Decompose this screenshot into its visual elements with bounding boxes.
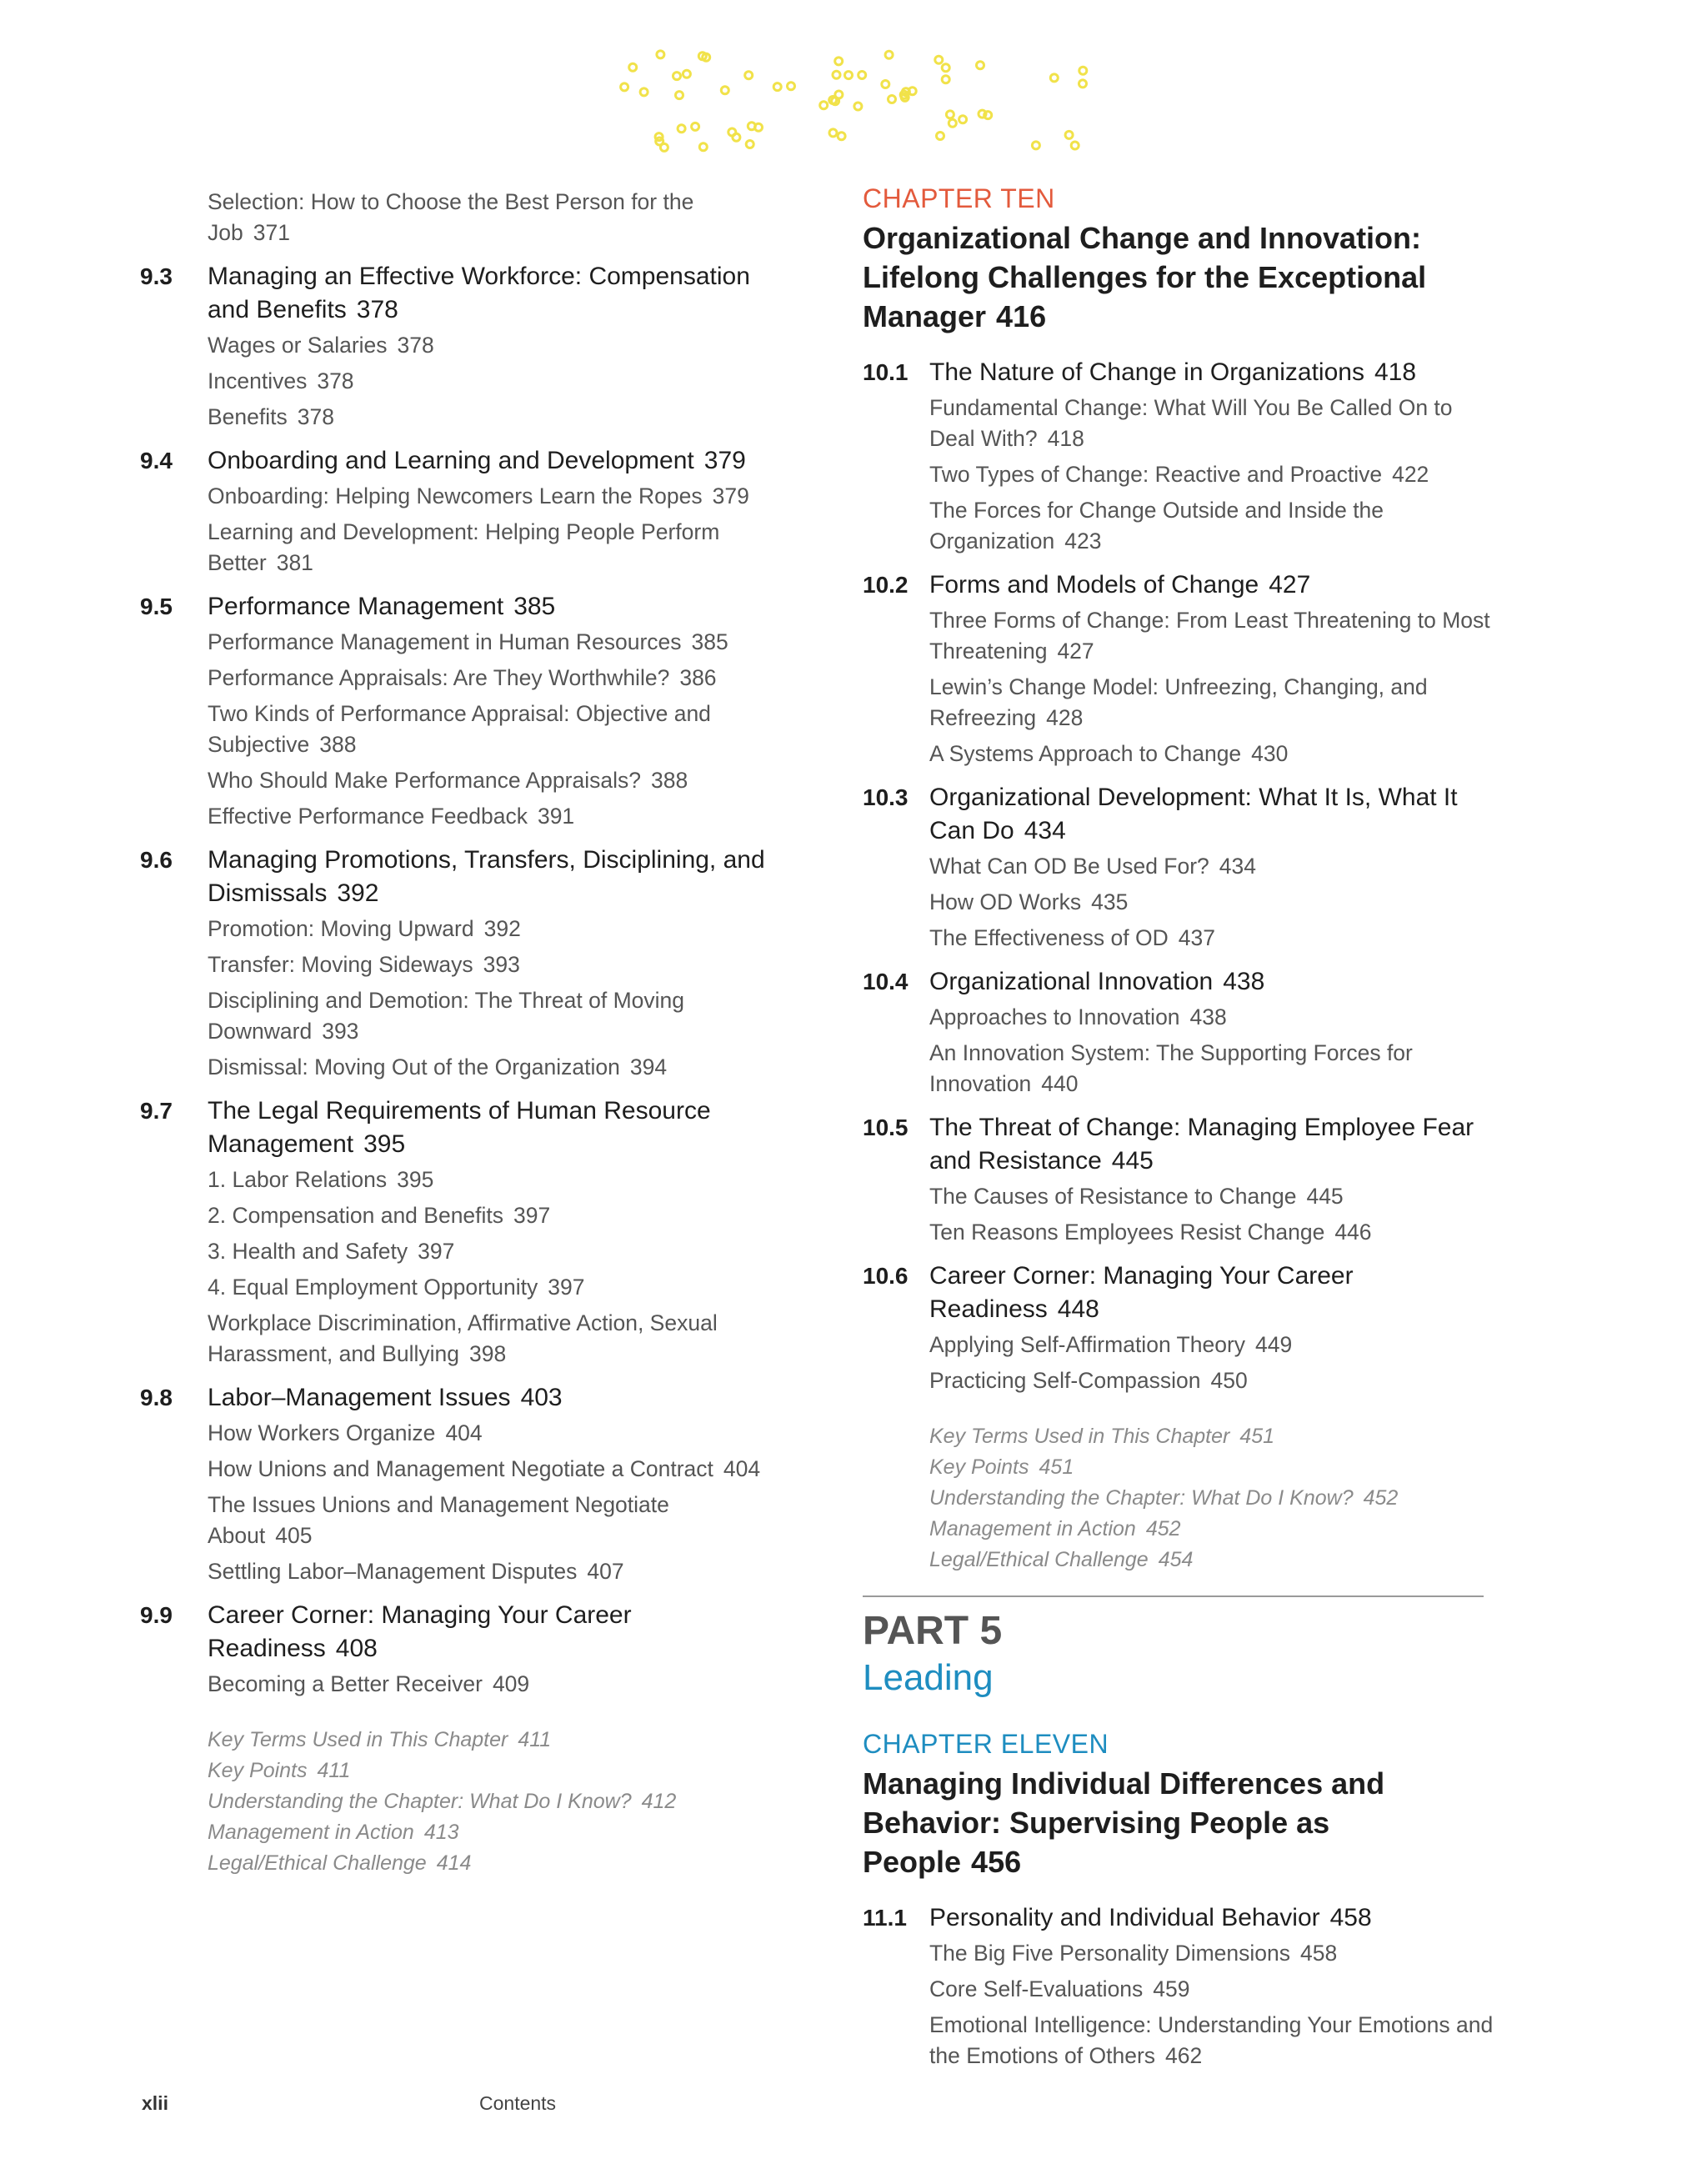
page-number: 407 [587,1559,624,1584]
section-title [929,569,1496,602]
subentry-text: Emotional Intelligence: Understanding Your Emotions and the Emotions of Others [929,2012,1494,2068]
subentry-text: Learning and Development: Helping People Perform Better [208,519,720,575]
chapter10-label: CHAPTER TEN [863,183,1055,213]
end-matter-text: Key Terms Used in This Chapter [208,1728,508,1751]
toc-section [140,260,773,433]
toc-section [863,1111,1496,1248]
toc-subentry [929,2010,1496,2071]
page-number: 403 [520,1384,563,1411]
decorative-dot [889,96,896,103]
decorative-dot [829,129,837,137]
toc-section [140,1599,773,1700]
end-matter-text: Legal/Ethical Challenge [208,1851,427,1875]
decorative-dot [833,71,840,78]
chapter10-title: Organizational Change and Innovation: Lifelong Challenges for the Exceptional Manager 416 [863,221,1427,333]
subentry-text: Approaches to Innovation [929,1004,1180,1029]
subentry-text: Performance Appraisals: Are They Worthwhile? [208,665,670,690]
subentry-text: Lewin’s Change Model: Unfreezing, Changing, and Refreezing [929,674,1428,730]
toc-subentry [208,914,773,944]
page-number: 452 [1145,1517,1181,1540]
subentry-text: Onboarding: Helping Newcomers Learn the Ropes [208,483,703,508]
page-number: 427 [1269,571,1311,599]
decorative-dot [683,70,690,78]
toc-subentry [929,739,1496,769]
decorative-dot [845,72,853,79]
toc-subentry [208,402,773,433]
decorative-dot [746,141,753,148]
decorative-dot-pattern [613,46,1113,154]
subentry-text: The Big Five Personality Dimensions [929,1941,1291,1966]
page-number: 398 [468,1341,507,1366]
page-number: 452 [1363,1486,1399,1510]
page-number: 393 [483,952,520,977]
page-number: xlii [142,2092,168,2114]
decorative-dot [1032,142,1039,149]
page-number: 428 [1046,705,1084,730]
page-number: 459 [1153,1976,1190,2001]
toc-section [863,356,1496,557]
toc-subentry [929,495,1496,557]
section-title-text: The Nature of Change in Organizations [929,358,1364,386]
section-title-text: The Legal Requirements of Human Resource Management [208,1097,711,1158]
page-number: 423 [1064,528,1102,554]
section-number: 9.3 [140,263,173,289]
chapter11-sections [863,1901,1496,2071]
section-number: 9.9 [140,1602,173,1628]
section-number: 10.4 [863,969,909,994]
subentry-text: Benefits [208,404,288,429]
subentry-text: The Effectiveness of OD [929,925,1169,950]
page-number: 404 [723,1456,761,1481]
subentry-text: Promotion: Moving Upward [208,916,474,941]
running-head: Contents [479,2092,557,2114]
subentry-text: Fundamental Change: What Will You Be Called On to Deal With? [929,395,1453,451]
toc-subentry [929,459,1496,490]
section-title [208,844,773,910]
section-title [929,1111,1496,1178]
page-number: 458 [1329,1904,1372,1931]
subentry-text: Performance Management in Human Resources [208,629,682,654]
section-title-text: Forms and Models of Change [929,571,1259,599]
end-matter-item [208,1756,773,1786]
page-number: 391 [537,804,575,829]
page-number: 440 [1041,1071,1079,1096]
subentry-text: What Can OD Be Used For? [929,854,1209,879]
page-number: 381 [276,550,313,575]
decorative-dot [1065,131,1073,138]
decorative-dot [859,72,866,79]
subentry-text: Incentives [208,368,308,393]
page-number: 394 [629,1054,668,1079]
page-number: 392 [483,916,521,941]
subentry-text: Who Should Make Performance Appraisals? [208,768,641,793]
page-number: 397 [418,1239,455,1264]
section-title [929,1901,1496,1935]
toc-subentry [208,1052,773,1083]
page-footer [142,2092,557,2115]
decorative-dot [959,116,967,123]
page-number: 451 [1239,1425,1275,1448]
part-name: Leading [863,1657,994,1698]
decorative-dot [1079,67,1087,74]
subentry-text: How OD Works [929,889,1082,914]
toc-subentry [929,672,1496,734]
end-matter-text: Management in Action [208,1821,414,1844]
toc-subentry [208,1272,773,1303]
page-number: 458 [1300,1941,1338,1966]
subentry-text: The Causes of Resistance to Change [929,1184,1297,1209]
page-number: 438 [1189,1004,1227,1029]
chapter9-end-matter [140,1725,773,1879]
decorative-dot [935,56,943,63]
subentry-text: Effective Performance Feedback [208,804,528,829]
subentry-text: An Innovation System: The Supporting Forces for Innovation [929,1040,1413,1096]
page-number: 446 [1334,1220,1372,1245]
section-title-text: Onboarding and Learning and Development [208,447,694,474]
subentry-text: Two Kinds of Performance Appraisal: Objective and Subjective [208,701,711,757]
subentry-text: 1. Labor Relations [208,1167,388,1192]
end-matter-item [929,1514,1496,1545]
toc-subentry [929,851,1496,882]
end-matter-item [929,1421,1496,1452]
toc-subentry [208,481,773,512]
decorative-dot [660,143,668,151]
toc-subentry [208,985,773,1047]
subentry-text: Transfer: Moving Sideways [208,952,473,977]
decorative-dot [885,51,893,58]
decorative-dot [692,123,699,130]
chapter9-sections [140,260,773,1700]
decorative-dot [835,58,843,65]
section-title-text: Career Corner: Managing Your Career Readiness [208,1601,632,1662]
subentry-text: Disciplining and Demotion: The Threat of Moving Downward [208,988,685,1044]
page-number: 405 [275,1523,313,1548]
toc-subentry [208,1308,773,1370]
page-number: 462 [1165,2043,1203,2068]
toc-subentry [929,1330,1496,1360]
decorative-dot [835,91,843,98]
section-number: 11.1 [863,1905,907,1931]
toc-section [140,844,773,1083]
subentry-text: Workplace Discrimination, Affirmative Action, Sexual Harassment, and Bullying [208,1310,718,1366]
toc-subentry [208,627,773,658]
toc-section [863,965,1496,1100]
page-number: 397 [548,1275,585,1300]
decorative-dot [1071,142,1079,149]
decorative-dot [721,87,728,94]
page-number: 379 [703,447,746,474]
decorative-dot [949,119,956,127]
page-number: 449 [1255,1332,1293,1357]
end-matter-text: Understanding the Chapter: What Do I Know? [929,1486,1354,1510]
end-matter-text: Understanding the Chapter: What Do I Know? [208,1790,632,1813]
subentry-text: Becoming a Better Receiver [208,1671,483,1696]
toc-section [863,781,1496,954]
toc-subentry [208,1556,773,1587]
toc-section [140,1095,773,1370]
subentry-text: Wages or Salaries [208,333,388,358]
page-number: 451 [1039,1455,1074,1479]
toc-subentry [208,1490,773,1551]
section-title-text: Career Corner: Managing Your Career Readiness [929,1262,1354,1323]
decorative-dot [629,63,637,71]
toc-subentry [208,1200,773,1231]
end-matter-item [208,1817,773,1848]
toc-subentry [208,801,773,832]
subentry-text: 4. Equal Employment Opportunity [208,1275,538,1300]
toc-subentry [208,1418,773,1449]
chapter11-title: Managing Individual Differences and Behavior: Supervising People as People 456 [863,1766,1385,1879]
page-number: 378 [297,404,334,429]
toc-subentry [208,663,773,694]
subentry-text: How Workers Organize [208,1420,436,1445]
toc-subentry [929,923,1496,954]
subentry-text: Core Self-Evaluations [929,1976,1144,2001]
section-number: 9.4 [140,448,173,473]
toc-subentry [929,887,1496,918]
chapter11-label: CHAPTER ELEVEN [863,1729,1109,1759]
toc-subentry [929,1938,1496,1969]
subentry-text: Practicing Self-Compassion [929,1368,1201,1393]
section-title [208,1381,773,1415]
subentry-text: A Systems Approach to Change [929,741,1242,766]
toc-subentry [208,1165,773,1195]
page-number: 411 [317,1759,351,1782]
section-title [929,965,1496,999]
section-title-text: Organizational Development: What It Is, What It Can Do [929,784,1458,844]
page-number: 411 [518,1728,552,1751]
part-number: PART 5 [863,1609,1003,1653]
toc-subentry [929,1038,1496,1100]
section-number: 10.3 [863,784,909,810]
section-title [929,356,1496,389]
toc-subentry [208,517,773,579]
end-matter-text: Key Points [208,1759,308,1782]
page-number: 448 [1057,1295,1099,1323]
end-matter-item [929,1545,1496,1575]
left-column [140,182,773,1899]
page-number: 434 [1219,854,1257,879]
page-number: 434 [1024,817,1066,844]
section-title-text: Managing Promotions, Transfers, Disciplining, and Dismissals [208,846,765,907]
toc-subentry [929,1181,1496,1212]
section-title-text: Personality and Individual Behavior [929,1904,1320,1931]
decorative-dot [621,83,628,91]
subentry-text: Three Forms of Change: From Least Threatening to Most Threatening [929,608,1490,664]
toc-section [140,1381,773,1587]
decorative-dot [788,83,795,90]
decorative-dot [773,83,781,91]
decorative-dot [748,123,755,130]
toc-subentry [208,949,773,980]
decorative-dot [838,133,845,140]
decorative-dot [673,73,681,80]
page-number: 388 [650,768,688,793]
page-number: 437 [1178,925,1215,950]
section-number: 10.6 [863,1263,909,1289]
section-number: 10.1 [863,359,909,385]
chapter10-end-matter [863,1421,1496,1575]
subentry-text: Ten Reasons Employees Resist Change [929,1220,1325,1245]
subentry-text: The Forces for Change Outside and Inside the Organization [929,498,1384,554]
decorative-dot [1079,80,1087,88]
section-number: 9.6 [140,847,173,873]
subentry-text: Settling Labor–Management Disputes [208,1559,578,1584]
page-number: 454 [1158,1548,1194,1571]
toc-subentry [208,1236,773,1267]
section-number: 10.2 [863,572,909,598]
section-number: 10.5 [863,1115,909,1140]
end-matter-item [208,1725,773,1756]
decorative-dot [937,133,944,140]
end-matter-item [208,1848,773,1879]
page-number: 427 [1057,639,1094,664]
page-number: 450 [1210,1368,1248,1393]
page-number: 386 [679,665,717,690]
page-number: 408 [335,1635,378,1662]
end-matter-item [929,1483,1496,1514]
decorative-dot [1050,74,1058,82]
page-number: 378 [317,368,354,393]
page-number: 395 [363,1130,406,1158]
toc-section [863,1260,1496,1396]
page-number: 378 [397,333,434,358]
decorative-dot [979,110,986,118]
subentry-text: 3. Health and Safety [208,1239,408,1264]
toc-subentry [208,366,773,397]
end-matter-text: Management in Action [929,1517,1136,1540]
page-number: 418 [1047,426,1084,451]
page-number: 392 [337,879,379,907]
chapter10-sections [863,356,1496,1396]
page-number: 435 [1091,889,1129,914]
section-title-text: The Threat of Change: Managing Employee Fear and Resistance [929,1114,1474,1175]
page-number: 395 [397,1167,434,1192]
section-title [208,1095,773,1161]
decorative-dot [946,111,954,118]
toc-section [140,590,773,832]
part-divider [863,1595,1484,1597]
decorative-dot [699,143,707,151]
section-title-text: Performance Management [208,593,504,620]
decorative-dot [942,76,949,83]
section-title [208,444,773,478]
section-title-text: Organizational Innovation [929,968,1214,995]
section-title [208,260,773,327]
page-number: 378 [356,296,398,323]
decorative-dot [820,102,828,109]
page-number: 438 [1223,968,1265,995]
toc-subentry [208,1669,773,1700]
toc-subentry [208,765,773,796]
page-number: 422 [1392,462,1429,487]
page-number: 379 [712,483,749,508]
subentry-text: The Issues Unions and Management Negotiate About [208,1492,669,1548]
section-number: 9.5 [140,594,173,619]
section-title-text: Managing an Effective Workforce: Compensation and Benefits [208,263,750,323]
end-matter-item [208,1786,773,1817]
end-matter-text: Legal/Ethical Challenge [929,1548,1149,1571]
toc-section [863,569,1496,769]
end-matter-text: Key Points [929,1455,1029,1479]
subentry-text: 2. Compensation and Benefits [208,1203,504,1228]
page-number: 409 [492,1671,530,1696]
subentry-text: Dismissal: Moving Out of the Organization [208,1054,620,1079]
toc-subentry [929,1002,1496,1033]
section-title [929,1260,1496,1326]
subentry-text: How Unions and Management Negotiate a Contract [208,1456,713,1481]
toc-subentry: Selection: How to Choose the Best Person for the Job 371 [208,189,694,245]
subentry-text: Two Types of Change: Reactive and Proactive [929,462,1383,487]
toc-subentry [929,393,1496,454]
toc-subentry [208,1454,773,1485]
toc-section [863,1901,1496,2071]
page-number: 413 [423,1821,459,1844]
right-column [863,182,1496,2083]
page-number: 445 [1111,1147,1154,1175]
toc-subentry [929,1365,1496,1396]
toc-subentry [929,1217,1496,1248]
page-number: 445 [1306,1184,1344,1209]
toc-subentry [208,699,773,760]
decorative-dot [640,88,648,96]
page-number: 385 [513,593,556,620]
decorative-dot [657,51,664,58]
section-number: 9.7 [140,1098,173,1124]
toc-subentry [208,330,773,361]
section-title-text: Labor–Management Issues [208,1384,511,1411]
section-title [208,590,773,624]
decorative-dot [977,62,984,69]
decorative-dot [854,103,862,110]
toc-subentry [929,605,1496,667]
toc-section [140,444,773,579]
page-number: 414 [436,1851,472,1875]
toc-subentry [929,1974,1496,2005]
decorative-dot [745,72,753,79]
page-number: 393 [322,1019,359,1044]
section-number: 9.8 [140,1385,173,1410]
page-number: 404 [445,1420,483,1445]
section-title [929,781,1496,848]
decorative-dot [678,125,685,133]
page-number: 385 [691,629,728,654]
decorative-dot [909,88,916,95]
end-matter-item [929,1452,1496,1483]
page-number: 397 [513,1203,551,1228]
decorative-dot [728,128,736,136]
end-matter-text: Key Terms Used in This Chapter [929,1425,1230,1448]
page-number: 412 [641,1790,677,1813]
page-number: 430 [1251,741,1289,766]
page-number: 418 [1374,358,1417,386]
decorative-dot [882,81,889,88]
subentry-text: Applying Self-Affirmation Theory [929,1332,1246,1357]
decorative-dot [676,92,683,99]
decorative-dot [942,64,949,72]
page-number: 388 [319,732,357,757]
section-title [208,1599,773,1666]
